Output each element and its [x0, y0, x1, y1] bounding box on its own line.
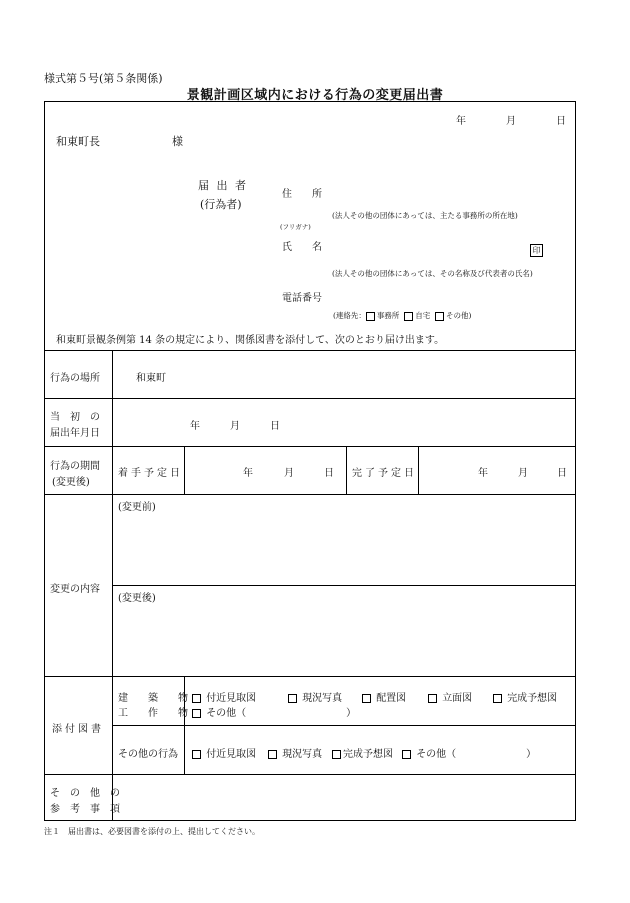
date-year: 年: [456, 116, 466, 127]
addressee-name: 和東町長: [56, 135, 100, 148]
other-act-item[interactable]: [192, 745, 256, 760]
place-label: 行為の場所: [50, 373, 100, 384]
initial-date-month: 月: [230, 421, 240, 432]
checkbox-icon[interactable]: [192, 694, 201, 703]
building-item[interactable]: [288, 689, 342, 704]
building-item[interactable]: [493, 689, 557, 704]
other-act-item-label: その他（ ）: [416, 749, 537, 760]
start-day: 日: [324, 468, 334, 479]
address-label: 住 所: [282, 189, 322, 200]
start-month: 月: [284, 468, 294, 479]
row-divider: [44, 494, 576, 495]
start-year: 年: [243, 468, 253, 479]
label-column-divider: [112, 350, 113, 821]
checkbox-icon[interactable]: [362, 694, 371, 703]
statement-text: 和東町景観条例第 14 条の規定により、関係図書を添付して、次のとおり届け出ます。: [56, 335, 445, 346]
name-note: (法人その他の団体にあっては、その名称及び代表者の氏名): [332, 269, 533, 278]
notifier-heading: 届 出 者: [198, 179, 248, 192]
building-item[interactable]: [428, 689, 472, 704]
building-item[interactable]: [192, 689, 256, 704]
building-item-label: 完成予想図: [507, 693, 558, 704]
date-day: 日: [556, 116, 566, 127]
checkbox-icon[interactable]: [404, 312, 413, 321]
change-before-label: (変更前): [118, 502, 156, 513]
row-divider: [44, 350, 576, 351]
contact-home: 自宅: [415, 311, 431, 320]
other-act-item-label: 付近見取図: [206, 749, 257, 760]
notifier-sub: (行為者): [200, 198, 242, 211]
end-day: 日: [557, 468, 567, 479]
end-month: 月: [518, 468, 528, 479]
change-label: 変更の内容: [50, 584, 100, 595]
building-other[interactable]: [192, 704, 356, 719]
start-date-label: 着手予定日: [118, 468, 183, 479]
checkbox-icon[interactable]: [402, 750, 411, 759]
checkbox-icon[interactable]: [366, 312, 375, 321]
footnote: 注１ 届出書は、必要図書を添付の上、提出してください。: [44, 827, 260, 836]
row-divider: [44, 676, 576, 677]
remarks-label-1: そ の 他 の: [50, 788, 120, 799]
end-year: 年: [478, 468, 488, 479]
checkbox-icon[interactable]: [332, 750, 341, 759]
other-act-item-label: 現況写真: [282, 749, 323, 760]
other-act-item-label: 完成予想図: [343, 749, 393, 760]
checkbox-icon[interactable]: [428, 694, 437, 703]
change-divider: [112, 585, 576, 586]
contact-office: 事務所: [376, 311, 400, 320]
checkbox-icon[interactable]: [192, 709, 201, 718]
date-month: 月: [506, 116, 516, 127]
seal-icon: 印: [530, 244, 543, 257]
other-act-item[interactable]: [268, 745, 322, 760]
initial-date-day: 日: [270, 421, 280, 432]
initial-date-label-2: 届出年月日: [50, 428, 100, 439]
form-number-label: 様式第５号(第５条関係): [44, 72, 163, 85]
structure-label: 工 作 物: [118, 708, 188, 719]
place-value[interactable]: 和東町: [136, 373, 166, 384]
contact-line: [333, 310, 471, 321]
other-act-label: その他の行為: [118, 749, 178, 760]
phone-label: 電話番号: [282, 293, 322, 304]
checkbox-icon[interactable]: [268, 750, 277, 759]
period-divider: [346, 446, 347, 494]
furigana-label: (フリガナ): [280, 223, 311, 231]
initial-date-label-1: 当 初 の: [50, 412, 100, 423]
contact-prefix: (連絡先：: [333, 311, 366, 320]
building-item-label: 立面図: [442, 693, 473, 704]
period-divider: [418, 446, 419, 494]
building-item-label: 配置図: [376, 693, 407, 704]
period-label-1: 行為の期間: [50, 461, 100, 472]
seal-mark: [530, 238, 543, 257]
attachments-label: 添付図書: [52, 724, 104, 735]
name-label: 氏 名: [282, 242, 322, 253]
period-divider: [184, 446, 185, 494]
checkbox-icon[interactable]: [288, 694, 297, 703]
row-divider: [44, 446, 576, 447]
row-divider: [44, 398, 576, 399]
building-label: 建 築 物: [118, 693, 188, 704]
change-after-label: (変更後): [118, 593, 156, 604]
address-note: (法人その他の団体にあっては、主たる事務所の所在地): [332, 211, 518, 220]
end-date-label: 完了予定日: [352, 468, 417, 479]
addressee-honorific: 様: [172, 135, 183, 148]
attachment-divider: [112, 725, 576, 726]
checkbox-icon[interactable]: [192, 750, 201, 759]
contact-other: その他): [446, 311, 472, 320]
checkbox-icon[interactable]: [493, 694, 502, 703]
other-act-item[interactable]: [402, 745, 536, 760]
building-item[interactable]: [362, 689, 406, 704]
remarks-label-2: 参 考 事 項: [50, 804, 120, 815]
period-label-2: (変更後): [52, 477, 90, 488]
document-title: 景観計画区域内における行為の変更届出書: [186, 88, 444, 103]
row-divider: [44, 774, 576, 775]
building-item-label: 付近見取図: [206, 693, 257, 704]
other-act-item[interactable]: [332, 745, 393, 760]
initial-date-year: 年: [190, 421, 200, 432]
building-other-label: その他（ ）: [206, 708, 357, 719]
checkbox-icon[interactable]: [435, 312, 444, 321]
building-item-label: 現況写真: [302, 693, 343, 704]
